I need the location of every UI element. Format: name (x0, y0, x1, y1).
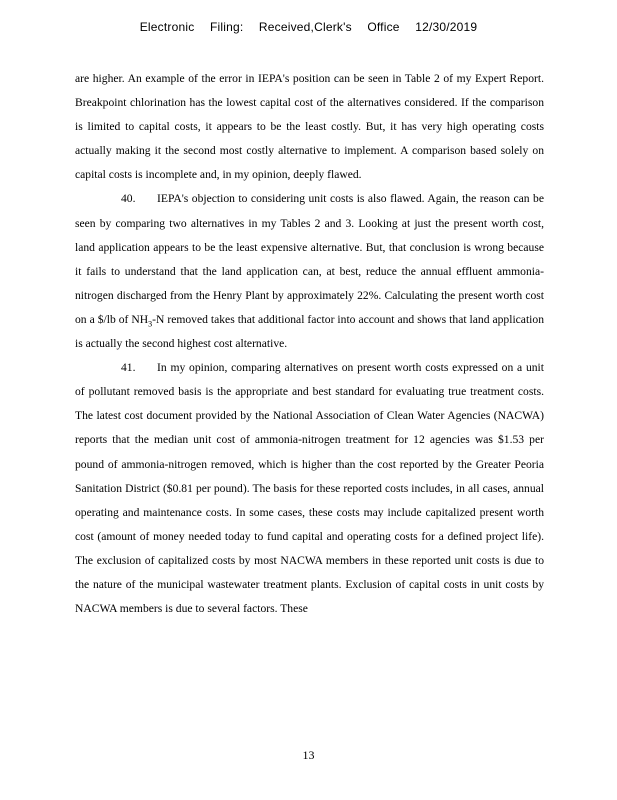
paragraph-number: 40. (121, 192, 136, 206)
header-electronic: Electronic (139, 20, 195, 34)
filing-header (0, 20, 617, 34)
document-body (75, 67, 544, 621)
header-office: Office (367, 20, 400, 34)
paragraph-40 (75, 187, 544, 356)
paragraph-text: are higher. An example of the error in IEPA's position can be seen in Table 2 of my Expert Report. Breakpoint chlorination has the lowest capital cost of the alternatives considered. If the comparison is limited to capital costs, it appears to be the least costly. But, it has very high operating costs actually making it the second most costly alternative to implement. A comparison based solely on capital costs is incomplete and, in my opinion, deeply flawed. (75, 72, 544, 182)
paragraph-number: 41. (121, 361, 136, 375)
header-filing: Filing: (209, 20, 244, 34)
paragraph-continued (75, 67, 544, 187)
paragraph-text: In my opinion, comparing alternatives on present worth costs expressed on a unit of pollutant removed basis is the appropriate and best standard for evaluating true treatment costs. The latest cost document provided by the National Association of Clean Water Agencies (NACWA) reports that the median unit cost of ammonia-nitrogen treatment for 12 agencies was $1.53 per pound of ammonia-nitrogen removed, which is higher than the cost reported by the Greater Peoria Sanitation District ($0.81 per pound). The basis for these reported costs includes, in all cases, annual operating and maintenance costs. In some cases, these costs may include capitalized present worth cost (amount of money needed today to fund capital and operating costs for a defined project life). The exclusion of capitalized costs by most NACWA members in these reported unit costs is due to the nature of the municipal wastewater treatment plants. Exclusion of capital costs in unit costs by NACWA members is due to several factors. These (75, 361, 544, 616)
subscript: 3 (148, 319, 153, 329)
paragraph-text-b: -N removed takes that additional factor into account and shows that land application is actually the second highest cost alternative. (75, 312, 544, 351)
header-received: Received,Clerk's (258, 20, 352, 34)
paragraph-text-a: IEPA's objection to considering unit costs is also flawed. Again, the reason can be seen by comparing two alternatives in my Tables 2 and 3. Looking at just the present worth cost, land application appears to be the least expensive alternative. But, that conclusion is wrong because it fails to understand that the land application can, at best, reduce the annual effluent ammonia-nitrogen discharged from the Henry Plant by approximately 22%. Calculating the present worth cost on a $/lb of NH (75, 192, 544, 326)
paragraph-41 (75, 356, 544, 621)
page-number: 13 (302, 748, 315, 762)
header-date: 12/30/2019 (415, 20, 478, 34)
